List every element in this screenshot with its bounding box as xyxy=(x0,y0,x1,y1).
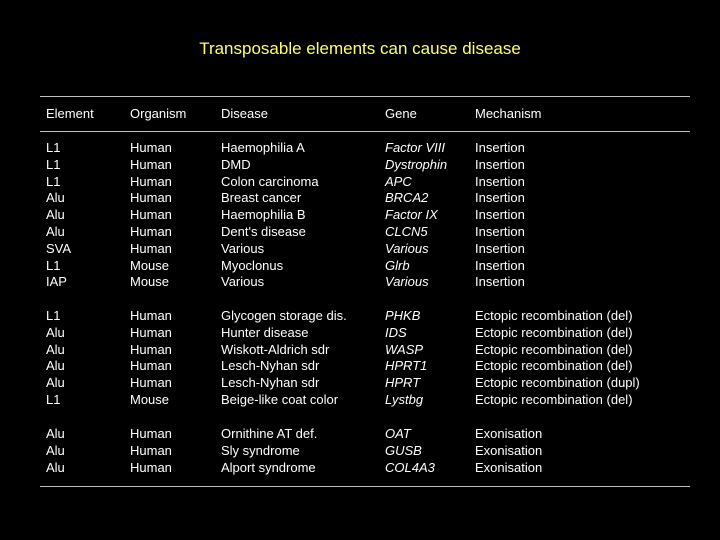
disease-cell: Various xyxy=(221,240,265,256)
gene-cell: WASP xyxy=(385,341,424,357)
element-column xyxy=(46,140,71,291)
gene-cell: Lystbg xyxy=(385,391,424,407)
organism-cell: Human xyxy=(130,207,172,223)
disease-cell: Breast cancer xyxy=(221,190,302,206)
element-cell: Alu xyxy=(46,223,65,239)
organism-cell: Mouse xyxy=(130,391,170,407)
gene-column xyxy=(385,308,427,409)
gene-cell: IDS xyxy=(385,324,407,340)
organism-cell: Human xyxy=(130,341,172,357)
disease-cell: Lesch-Nyhan sdr xyxy=(221,375,320,391)
gene-cell: Glrb xyxy=(385,257,410,273)
disease-cell: Myoclonus xyxy=(221,257,284,273)
element-cell: Alu xyxy=(46,207,65,223)
gene-cell: PHKB xyxy=(385,308,421,323)
table-header-rule xyxy=(40,131,690,132)
disease-column xyxy=(221,140,319,291)
disease-cell: Alport syndrome xyxy=(221,459,316,475)
mechanism-cell: Ectopic recombination (del) xyxy=(475,341,633,357)
mechanism-cell: Insertion xyxy=(475,207,525,223)
mechanism-cell: Ectopic recombination (del) xyxy=(475,391,633,407)
table-bottom-rule xyxy=(40,486,690,487)
disease-cell: Glycogen storage dis. xyxy=(221,308,347,323)
organism-cell: Human xyxy=(130,324,172,340)
gene-cell: Various xyxy=(385,274,429,290)
disease-cell: Hunter disease xyxy=(221,324,309,340)
mechanism-column xyxy=(475,140,525,291)
mechanism-cell: Exonisation xyxy=(475,459,543,475)
gene-cell: OAT xyxy=(385,426,411,441)
organism-cell: Human xyxy=(130,156,172,172)
disease-cell: Sly syndrome xyxy=(221,442,300,458)
element-cell: Alu xyxy=(46,324,65,340)
gene-column xyxy=(385,140,447,291)
element-cell: SVA xyxy=(46,240,72,256)
gene-cell: GUSB xyxy=(385,442,422,458)
gene-cell: APC xyxy=(385,173,412,189)
element-cell: L1 xyxy=(46,156,61,172)
element-cell: L1 xyxy=(46,257,61,273)
mechanism-cell: Insertion xyxy=(475,274,525,290)
mechanism-cell: Exonisation xyxy=(475,442,543,458)
mechanism-cell: Insertion xyxy=(475,257,525,273)
organism-cell: Human xyxy=(130,375,172,391)
mechanism-cell: Exonisation xyxy=(475,426,543,441)
element-cell: Alu xyxy=(46,459,65,475)
slide-title: Transposable elements can cause disease xyxy=(199,39,521,58)
organism-cell: Human xyxy=(130,190,172,206)
mechanism-cell: Ectopic recombination (dupl) xyxy=(475,375,640,391)
element-cell: Alu xyxy=(46,375,65,391)
organism-cell: Human xyxy=(130,240,172,256)
organism-column xyxy=(130,426,172,476)
disease-cell: Colon carcinoma xyxy=(221,173,319,189)
element-cell: Alu xyxy=(46,442,65,458)
gene-column xyxy=(385,426,435,476)
gene-cell: CLCN5 xyxy=(385,223,428,239)
header-mechanism: Mechanism xyxy=(475,106,542,121)
header-organism: Organism xyxy=(130,106,187,121)
mechanism-cell: Ectopic recombination (del) xyxy=(475,358,633,374)
organism-cell: Human xyxy=(130,358,172,374)
gene-cell: BRCA2 xyxy=(385,190,429,206)
element-column xyxy=(46,308,65,409)
organism-cell: Mouse xyxy=(130,274,170,290)
organism-cell: Human xyxy=(130,442,172,458)
mechanism-cell: Ectopic recombination (del) xyxy=(475,324,633,340)
disease-cell: Haemophilia B xyxy=(221,207,306,223)
organism-cell: Mouse xyxy=(130,257,170,273)
mechanism-cell: Insertion xyxy=(475,190,525,206)
disease-cell: Wiskott-Aldrich sdr xyxy=(221,341,330,357)
element-column xyxy=(46,426,65,476)
element-cell: L1 xyxy=(46,391,61,407)
disease-cell: DMD xyxy=(221,156,251,172)
gene-cell: Factor VIII xyxy=(385,140,445,155)
header-disease: Disease xyxy=(221,106,268,121)
organism-column xyxy=(130,140,172,291)
disease-cell: Various xyxy=(221,274,265,290)
gene-cell: Dystrophin xyxy=(385,156,448,172)
element-cell: Alu xyxy=(46,426,65,441)
table-header-row xyxy=(0,106,720,123)
organism-cell: Human xyxy=(130,140,172,155)
header-gene: Gene xyxy=(385,106,417,121)
organism-column xyxy=(130,308,172,409)
organism-cell: Human xyxy=(130,308,172,323)
organism-cell: Human xyxy=(130,459,172,475)
mechanism-cell: Insertion xyxy=(475,240,525,256)
organism-cell: Human xyxy=(130,223,172,239)
mechanism-column xyxy=(475,308,640,409)
mechanism-cell: Insertion xyxy=(475,140,525,155)
gene-cell: HPRT xyxy=(385,375,421,391)
element-cell: Alu xyxy=(46,341,65,357)
mechanism-cell: Ectopic recombination (del) xyxy=(475,308,633,323)
element-cell: L1 xyxy=(46,308,61,323)
gene-cell: Various xyxy=(385,240,429,256)
disease-column xyxy=(221,426,317,476)
disease-cell: Ornithine AT def. xyxy=(221,426,318,441)
mechanism-cell: Insertion xyxy=(475,223,525,239)
disease-cell: Haemophilia A xyxy=(221,140,305,155)
element-cell: L1 xyxy=(46,173,61,189)
disease-cell: Dent's disease xyxy=(221,223,306,239)
mechanism-cell: Insertion xyxy=(475,173,525,189)
disease-cell: Beige-like coat color xyxy=(221,391,339,407)
element-cell: L1 xyxy=(46,140,61,155)
disease-column xyxy=(221,308,347,409)
element-cell: Alu xyxy=(46,358,65,374)
header-element: Element xyxy=(46,106,94,121)
gene-cell: COL4A3 xyxy=(385,459,435,475)
element-cell: Alu xyxy=(46,190,65,206)
element-cell: IAP xyxy=(46,274,67,290)
gene-cell: Factor IX xyxy=(385,207,438,223)
mechanism-column xyxy=(475,426,542,476)
disease-cell: Lesch-Nyhan sdr xyxy=(221,358,320,374)
mechanism-cell: Insertion xyxy=(475,156,525,172)
table-top-rule xyxy=(40,96,690,97)
organism-cell: Human xyxy=(130,426,172,441)
gene-cell: HPRT1 xyxy=(385,358,428,374)
organism-cell: Human xyxy=(130,173,172,189)
